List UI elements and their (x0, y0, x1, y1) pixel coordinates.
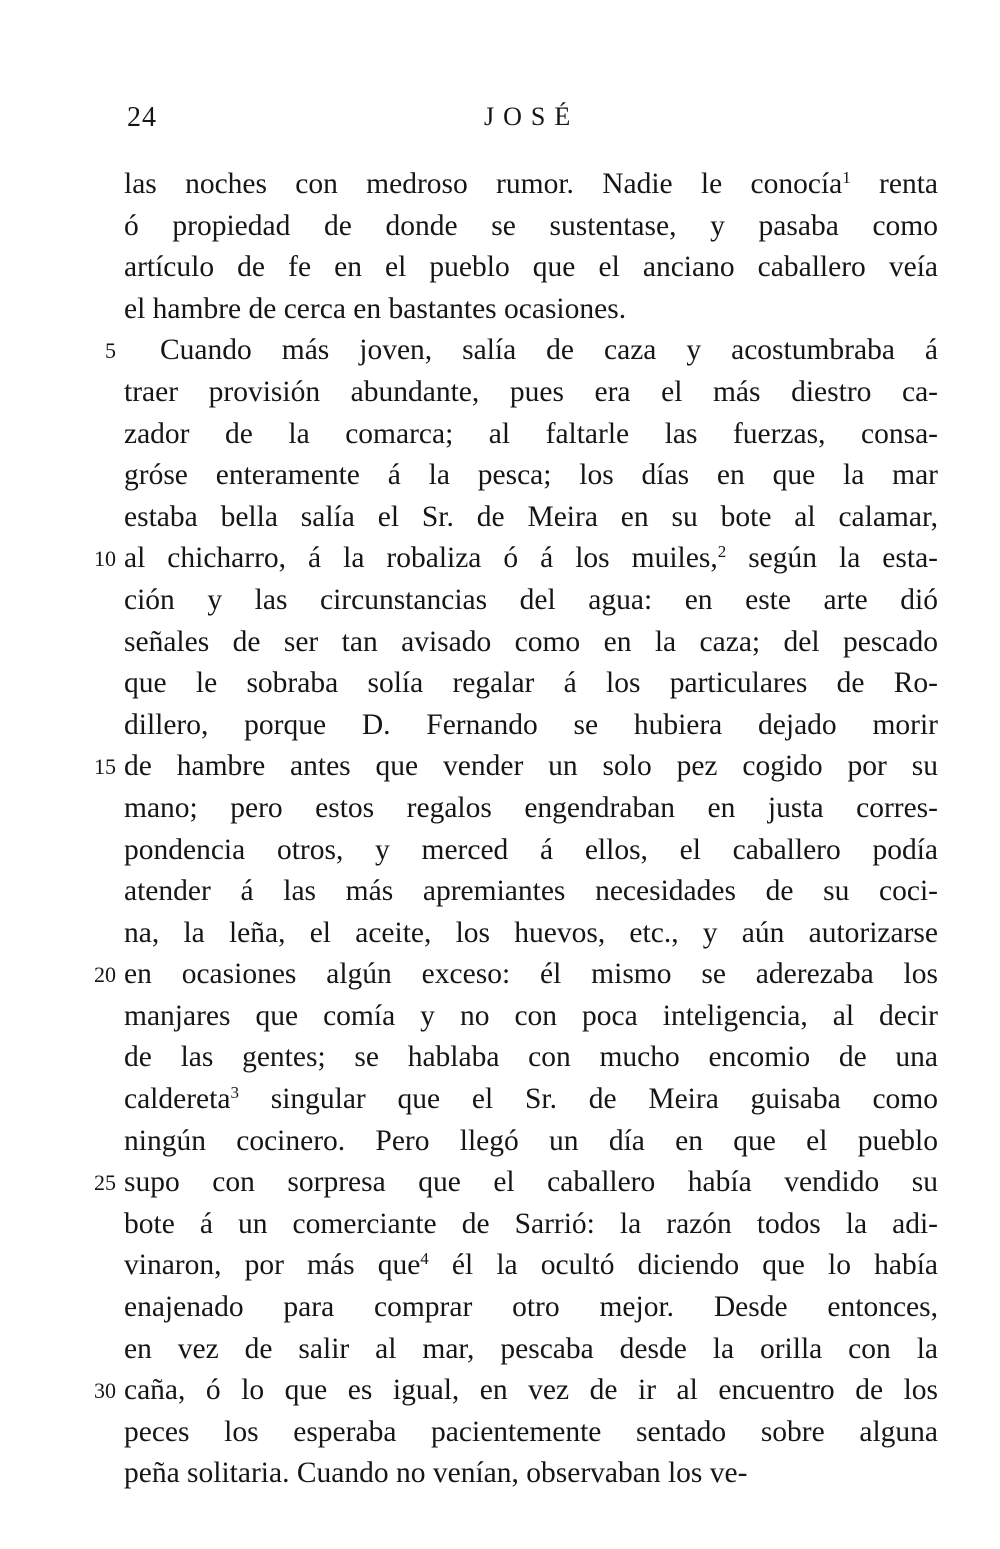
text-segment: atender á las más apremiantes necesidades de su coci- (124, 875, 938, 908)
text-line (0, 1412, 1000, 1454)
text-segment: Cuando más joven, salía de caza y acostumbraba á (160, 334, 938, 367)
line-text (124, 1079, 938, 1121)
running-head (0, 102, 1000, 142)
text-line (0, 1204, 1000, 1246)
text-line (0, 1037, 1000, 1079)
line-number: 25 (94, 1170, 116, 1196)
text-segment: mano; pero estos regalos engendraban en justa corres- (124, 791, 938, 824)
line-text (124, 788, 938, 830)
line-text (124, 1329, 938, 1371)
text-line (0, 705, 1000, 747)
line-text (124, 1037, 938, 1079)
text-line (0, 1370, 1000, 1412)
line-text (124, 1412, 938, 1454)
line-text (160, 330, 938, 372)
line-text (124, 954, 938, 996)
text-line (0, 538, 1000, 580)
line-number: 10 (94, 546, 116, 572)
text-line (0, 455, 1000, 497)
line-text (124, 746, 938, 788)
line-text (124, 871, 938, 913)
text-line (0, 164, 1000, 206)
text-line (0, 289, 1000, 331)
text-line (0, 372, 1000, 414)
text-segment: supo con sorpresa que el caballero había vendido su (124, 1166, 938, 1199)
line-text (124, 996, 938, 1038)
text-segment: estaba bella salía el Sr. de Meira en su bote al calamar, (124, 500, 938, 533)
line-text (124, 1204, 938, 1246)
text-segment: traer provisión abundante, pues era el más diestro ca- (124, 375, 938, 408)
line-text (124, 663, 938, 705)
text-line (0, 1245, 1000, 1287)
line-text (124, 1245, 938, 1287)
line-number: 15 (94, 754, 116, 780)
text-line (0, 830, 1000, 872)
text-segment: el hambre de cerca en bastantes ocasiones. (124, 292, 627, 325)
text-segment: de hambre antes que vender un solo pez cogido por su (124, 750, 938, 783)
text-line (0, 206, 1000, 248)
text-segment: él la ocultó diciendo que lo había (428, 1249, 938, 1282)
text-line (0, 1162, 1000, 1204)
text-segment: señales de ser tan avisado como en la caza; del pescado (124, 625, 938, 658)
text-segment: peces los esperaba pacientemente sentado sobre alguna (124, 1415, 938, 1448)
text-segment: bote á un comerciante de Sarrió: la razón todos la adi- (124, 1207, 938, 1240)
text-segment: caldereta (124, 1083, 231, 1116)
text-segment: peña solitaria. Cuando no venían, observaban los ve- (124, 1457, 748, 1490)
text-segment: ó propiedad de donde se sustentase, y pasaba como (124, 209, 938, 242)
line-text (124, 1287, 938, 1329)
text-segment: caña, ó lo que es igual, en vez de ir al encuentro de los (124, 1374, 938, 1407)
text-line (0, 580, 1000, 622)
footnote-reference: 3 (230, 1083, 239, 1103)
line-text (124, 1370, 938, 1412)
text-segment: gróse enteramente á la pesca; los días en que la mar (124, 459, 938, 492)
line-text (124, 705, 938, 747)
line-text (124, 622, 938, 664)
line-text (124, 830, 938, 872)
text-line (0, 414, 1000, 456)
text-segment: zador de la comarca; al faltarle las fuerzas, consa- (124, 417, 938, 450)
text-segment: enajenado para comprar otro mejor. Desde entonces, (124, 1291, 938, 1324)
text-segment: dillero, porque D. Fernando se hubiera dejado morir (124, 708, 938, 741)
text-segment: las noches con medroso rumor. Nadie le conocía (124, 168, 843, 200)
line-text (124, 455, 938, 497)
text-segment: en vez de salir al mar, pescaba desde la orilla con la (124, 1332, 938, 1365)
line-text (124, 913, 938, 955)
line-text (124, 414, 938, 456)
text-line (0, 788, 1000, 830)
line-text (124, 538, 938, 580)
line-text (124, 372, 938, 414)
text-line (0, 622, 1000, 664)
line-text (124, 1121, 938, 1163)
text-segment: ción y las circunstancias del agua: en este arte dió (124, 583, 938, 616)
line-text (124, 247, 938, 289)
text-line (0, 913, 1000, 955)
text-line (0, 1121, 1000, 1163)
text-line (0, 1287, 1000, 1329)
text-line (0, 497, 1000, 539)
text-segment: na, la leña, el aceite, los huevos, etc., y aún autorizarse (124, 916, 938, 949)
line-text (124, 580, 938, 622)
text-segment: en ocasiones algún exceso: él mismo se aderezaba los (124, 958, 938, 991)
text-line (0, 996, 1000, 1038)
text-segment: vinaron, por más que (124, 1249, 421, 1282)
text-line (0, 663, 1000, 705)
running-title: JOSÉ (484, 102, 580, 131)
text-line (0, 1329, 1000, 1371)
page-number: 24 (127, 102, 157, 133)
text-segment: de las gentes; se hablaba con mucho encomio de una (124, 1041, 938, 1074)
line-text (124, 164, 938, 206)
footnote-reference: 2 (717, 542, 727, 562)
line-text (124, 1162, 938, 1204)
footnote-reference: 4 (420, 1249, 429, 1269)
text-segment: pondencia otros, y merced á ellos, el caballero podía (124, 833, 938, 866)
body-text (0, 164, 1000, 1495)
text-segment: singular que el Sr. de Meira guisaba como (238, 1083, 938, 1116)
text-segment: manjares que comía y no con poca inteligencia, al decir (124, 999, 938, 1032)
line-number: 5 (105, 338, 116, 364)
text-line (0, 330, 1000, 372)
line-text (124, 497, 938, 539)
text-segment: según la esta- (726, 542, 938, 575)
text-line (0, 746, 1000, 788)
text-line (0, 1079, 1000, 1121)
line-text (124, 1453, 938, 1495)
line-text (124, 206, 938, 248)
line-number: 30 (94, 1378, 116, 1404)
text-line (0, 954, 1000, 996)
text-line (0, 1453, 1000, 1495)
text-segment: que le sobraba solía regalar á los particulares de Ro- (124, 667, 938, 700)
line-number: 20 (94, 962, 116, 988)
footnote-reference: 1 (842, 168, 851, 187)
text-line (0, 247, 1000, 289)
line-text (124, 289, 938, 331)
text-segment: al chicharro, á la robaliza ó á los muiles, (124, 542, 718, 575)
text-line (0, 871, 1000, 913)
text-segment: renta (850, 168, 938, 200)
text-segment: ningún cocinero. Pero llegó un día en que el pueblo (124, 1124, 938, 1157)
text-segment: artículo de fe en el pueblo que el anciano caballero veía (124, 251, 938, 284)
